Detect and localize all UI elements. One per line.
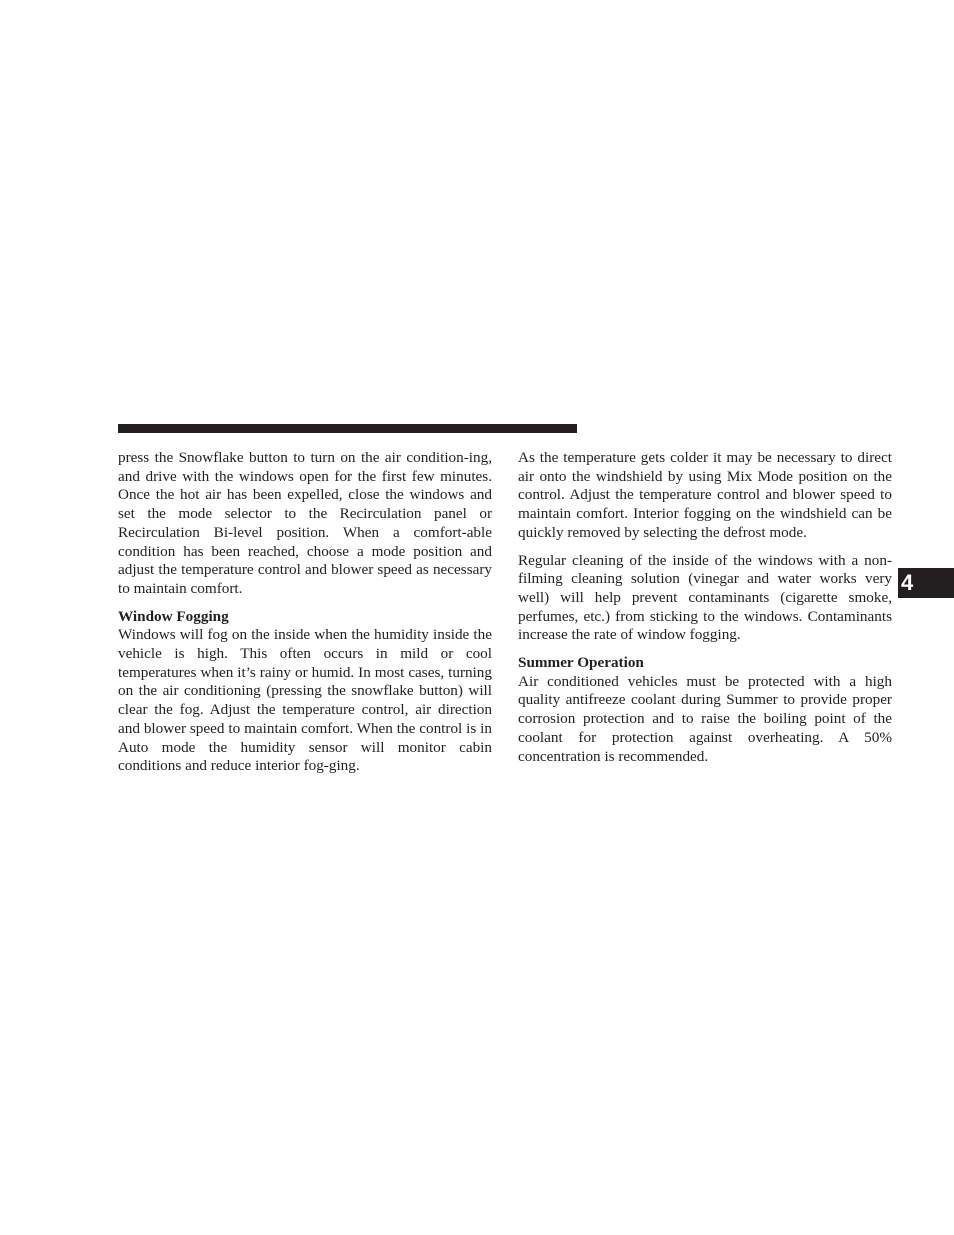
right-paragraph-1: As the temperature gets colder it may be necessary to direct air onto the windshield by using Mix Mode position on the control. Adjust the temperature control and blower speed to maintain comfort. Interior fogging on the windshield can be quickly removed by selecting the defrost mode. (518, 449, 892, 541)
chapter-tab (898, 568, 954, 598)
left-paragraph-1: press the Snowflake button to turn on the air condition-ing, and drive with the windows open for the first few minutes. Once the hot air has been expelled, close the windows and set the mode selector to the Recirculation panel or Recirculation Bi-level position. When a comfort-able condition has been reached, choose a mode position and adjust the temperature control and blower speed as necessary to maintain comfort. (118, 449, 492, 597)
left-column (118, 449, 492, 776)
heading-window-fogging: Window Fogging (118, 607, 229, 625)
right-paragraph-3: Air conditioned vehicles must be protected with a high quality antifreeze coolant during Summer to provide proper corrosion protection and to raise the boiling point of the coolant for protection against overheating. A 50% concentration is recommended. (518, 672, 892, 765)
heading-summer-operation: Summer Operation (518, 654, 644, 672)
left-paragraph-2: Windows will fog on the inside when the humidity inside the vehicle is high. This often occurs in mild or cool temperatures when it’s rainy or humid. In most cases, turning on the air conditioning (pressing the snowflake button) will clear the fog. Adjust the temperature control, air direction and blower speed to maintain comfort. When the control is in Auto mode the humidity sensor will monitor cabin conditions and reduce interior fog-ging. (118, 626, 492, 775)
right-column (518, 449, 892, 766)
chapter-number: 4 (901, 570, 914, 595)
right-paragraph-2: Regular cleaning of the inside of the windows with a non-filming cleaning solution (vinegar and water works very well) will help prevent contaminants (cigarette smoke, perfumes, etc.) from sticking to the windows. Contaminants increase the rate of window fogging. (518, 551, 892, 644)
section-top-rule (118, 424, 577, 433)
